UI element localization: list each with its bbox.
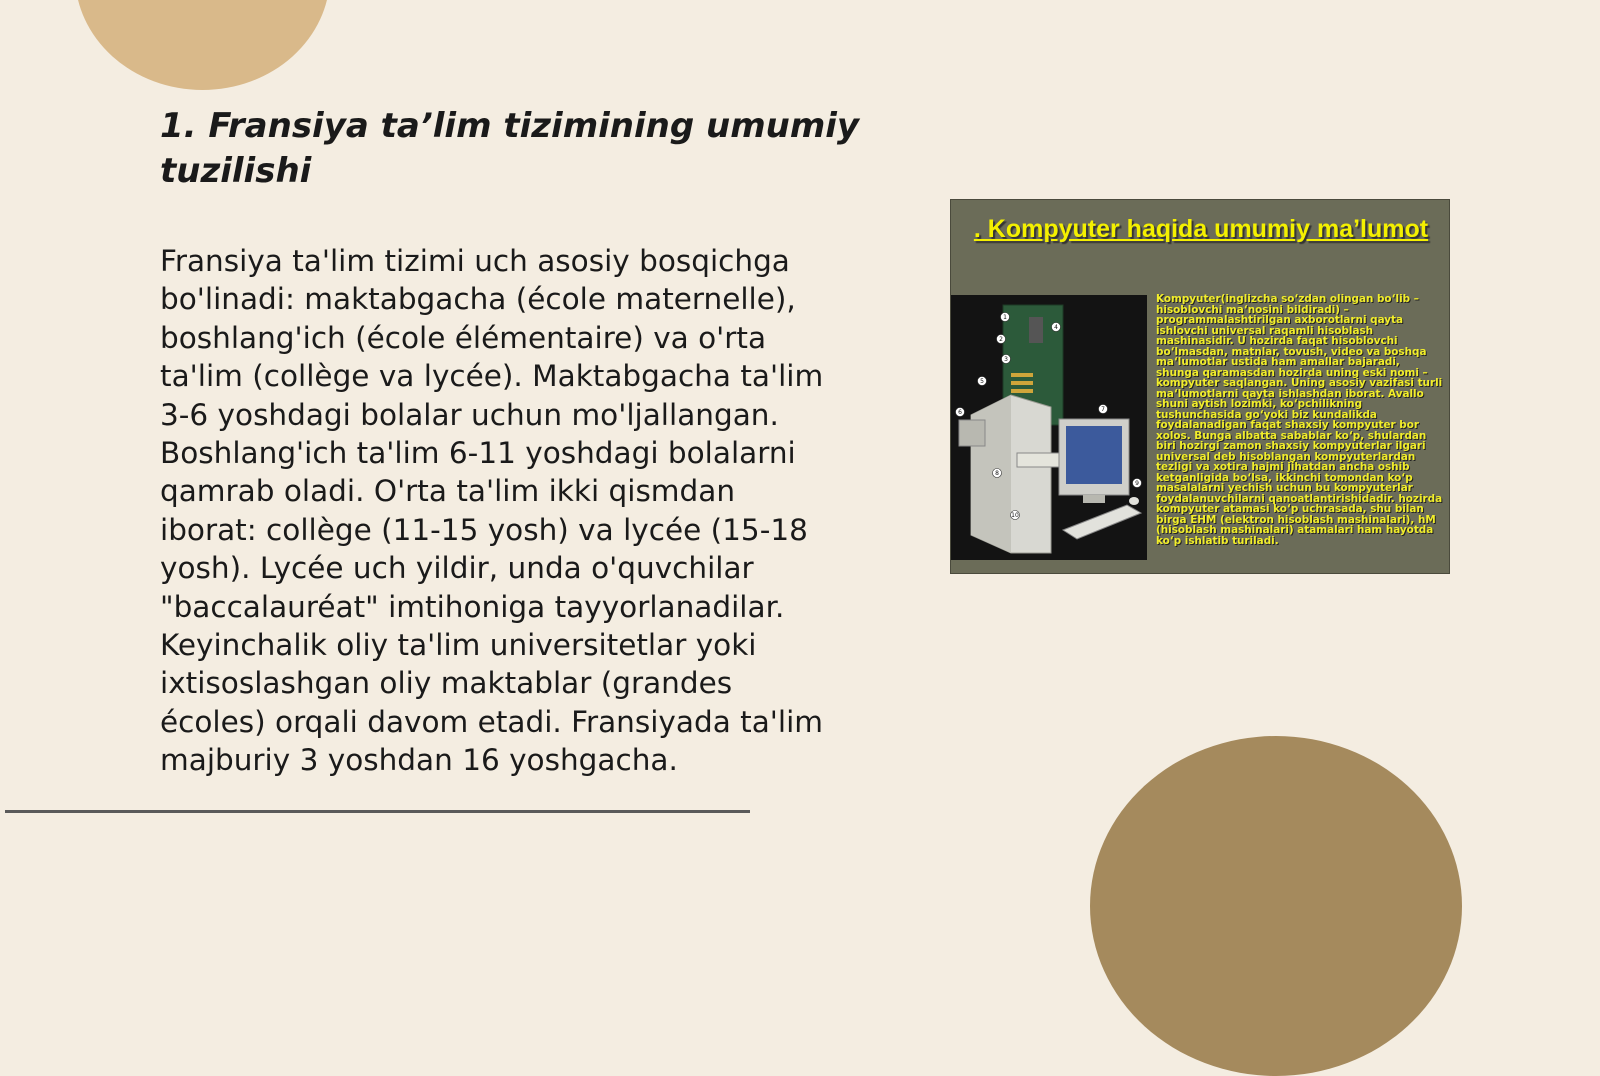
ram-slot-shape	[1011, 389, 1033, 393]
callout-number: 1	[1003, 314, 1007, 321]
cpu-slot-shape	[1029, 317, 1043, 343]
callout-number: 6	[958, 409, 962, 416]
computer-hardware-photo	[951, 295, 1147, 560]
slide-title: 1. Fransiya ta’lim tizimining umumiy tuzilishi	[160, 106, 860, 191]
monitor-screen-shape	[1066, 426, 1122, 484]
ram-slot-shape	[1011, 381, 1033, 385]
mouse-shape	[1129, 497, 1139, 505]
decorative-circle-bottom	[1090, 736, 1462, 1076]
pc-case-side-shape	[971, 395, 1011, 553]
power-supply-shape	[959, 420, 985, 446]
callout-number: 7	[1101, 406, 1105, 413]
keyboard-shape	[1063, 505, 1141, 539]
ram-slot-shape	[1011, 373, 1033, 377]
callout-number: 4	[1054, 324, 1058, 331]
callout-number: 10	[1011, 512, 1019, 519]
drive-bay-shape	[1017, 453, 1061, 467]
slide-body-text: Fransiya ta'lim tizimi uch asosiy bosqichga bo'linadi: maktabgacha (école maternelle), boshlang'ich (école élémentaire) va o'rta ta'lim (collège va lycée). Maktabgacha ta'lim 3-6 yoshdagi bolalar uchun mo'ljallangan. Boshlang'ich ta'lim 6-11 yoshdagi bolalarni qamrab oladi. O'rta ta'lim ikki qismdan iborat: collège (11-15 yosh) va lycée (15-18 yosh). Lycée uch yildir, unda o'quvchilar "baccalauréat" imtihoniga tayyorlanadilar. Keyinchalik oliy ta'lim universitetlar yoki ixtisoslashgan oliy maktablar (grandes écoles) orqali davom etadi. Fransiyada ta'lim majburiy 3 yoshdan 16 yoshgacha.	[160, 244, 824, 778]
embedded-slide-image	[950, 199, 1450, 574]
decorative-circle-top	[75, 0, 330, 90]
embedded-slide-paragraph: Kompyuter(inglizcha so‘zdan olingan bo‘lib – hisoblovchi ma‘nosini bildiradi) – programmalashtirilgan axborotlarni qayta ishlovchi universal raqamli hisoblash mashinasidir. U hozirda faqat hisoblovchi bo‘lmasdan, matnlar, tovush, video va boshqa ma‘lumotlar ustida ham amallar bajaradi, shunga qaramasdan hozirda uning eski nomi – kompyuter saqlangan. Uning asosiy vazifasi turli ma‘lumotlarni qayta ishlashdan iborat. Avallo shuni aytish lozimki, ko‘pchilikning tushunchasida go‘yoki biz kundalikda foydalanadigan faqat shaxsiy kompyuter bor xolos. Bunga albatta sabablar ko‘p, shulardan biri hozirgi zamon shaxsiy kompyuterlar ilgari universal deb hisoblangan kompyuterlardan tezligi va xotira hajmi jihatdan ancha oshib ketganligida bo‘lsa, ikkinchi tomondan ko‘p masalalarni yechish uchun bu kompyuterlar foydalanuvchilarni qanoatlantirishidadir. hozirda kompyuter atamasi ko‘p uchrasada, shu bilan birga EHM (elektron hisoblash mashinalari), hM (hisoblash mashinalari) atamalari ham hayotda ko‘p ishlatib turiladi.	[1156, 293, 1443, 547]
callout-number: 8	[995, 470, 999, 477]
callout-number: 9	[1135, 480, 1139, 487]
callout-number: 2	[999, 336, 1003, 343]
computer-parts-illustration	[951, 295, 1147, 560]
callout-number: 3	[1004, 356, 1008, 363]
horizontal-divider	[5, 810, 750, 813]
callout-number: 5	[980, 378, 984, 385]
monitor-stand-shape	[1083, 495, 1105, 503]
embedded-slide-title: . Kompyuter haqida umumiy ma’lumot	[973, 215, 1429, 243]
